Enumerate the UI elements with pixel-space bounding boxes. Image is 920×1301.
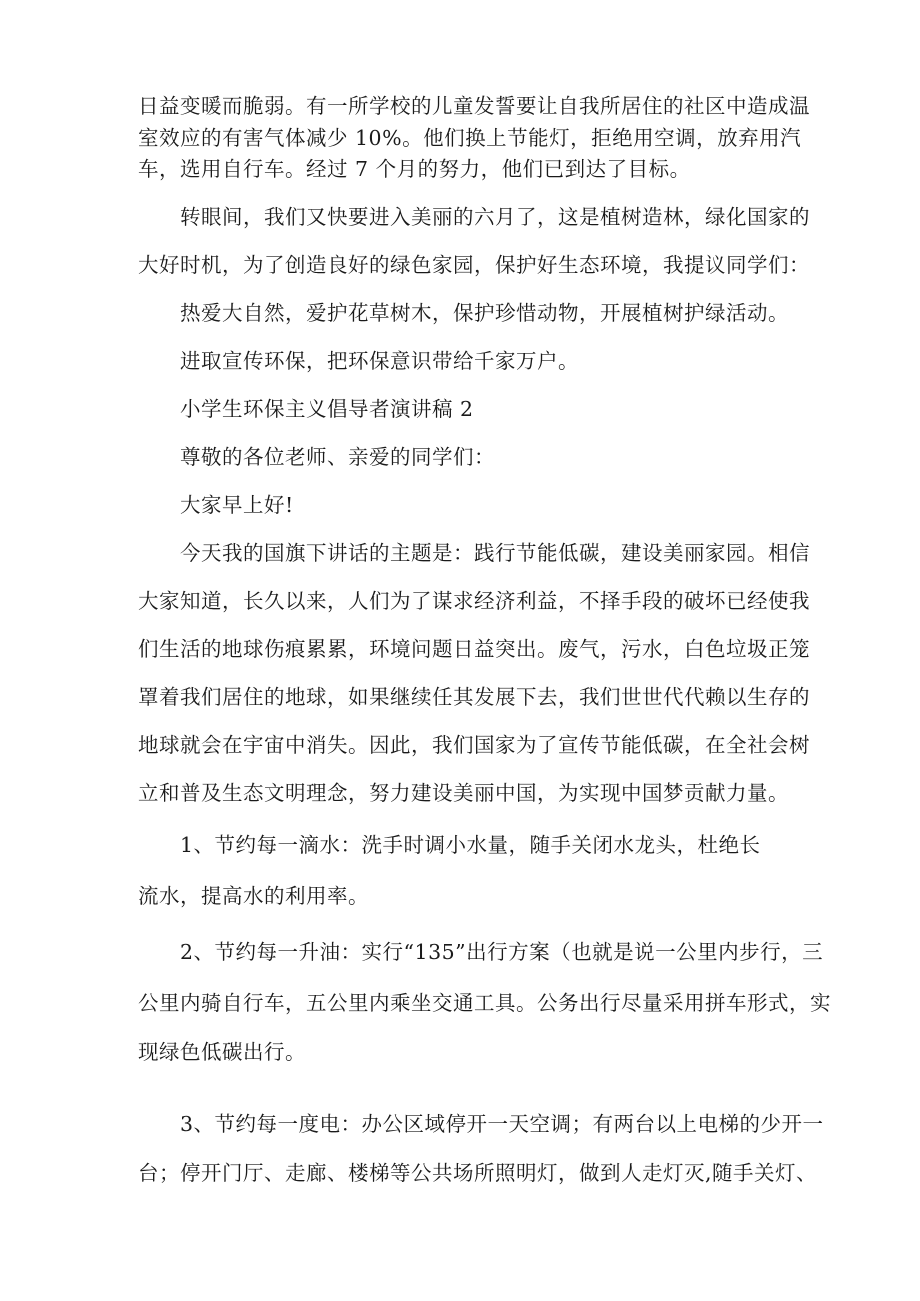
paragraph-line: 今天我的国旗下讲话的主题是：践行节能低碳，建设美丽家园。相信 (180, 541, 810, 565)
paragraph-line: 热爱大自然，爱护花草树木，保护珍惜动物，开展植树护绿活动。 (180, 301, 789, 325)
list-item-line: 台；停开门厅、走廊、楼梯等公共场所照明灯，做到人走灯灭,随手关灯、 (138, 1161, 818, 1185)
paragraph-line: 转眼间，我们又快要进入美丽的六月了，这是植树造林，绿化国家的 (180, 205, 810, 229)
paragraph-line: 大家知道，长久以来，人们为了谋求经济利益，不择手段的破坏已经使我 (138, 589, 810, 613)
paragraph-line: 大好时机，为了创造良好的绿色家园，保护好生态环境，我提议同学们： (138, 253, 810, 277)
paragraph-line: 室效应的有害气体减少 10%。他们换上节能灯，拒绝用空调，放弃用汽 (138, 126, 802, 150)
list-item-line: 3、节约每一度电：办公区域停开一天空调；有两台以上电梯的少开一 (180, 1112, 824, 1136)
paragraph-line: 车，选用自行车。经过 7 个月的努力，他们已到达了目标。 (138, 157, 691, 181)
paragraph-line: 日益变暖而脆弱。有一所学校的儿童发誓要让自我所居住的社区中造成温 (138, 94, 810, 118)
greeting-line: 大家早上好! (180, 493, 294, 517)
list-item-line: 2、节约每一升油：实行“135”出行方案（也就是说一公里内步行，三 (180, 940, 824, 964)
list-item-line: 1、节约每一滴水：洗手时调小水量，随手关闭水龙头，杜绝长 (180, 833, 761, 857)
paragraph-line: 们生活的地球伤痕累累，环境问题日益突出。废气，污水，白色垃圾正笼 (138, 637, 810, 661)
greeting-line: 尊敬的各位老师、亲爱的同学们： (180, 445, 495, 469)
paragraph-line: 地球就会在宇宙中消失。因此，我们国家为了宣传节能低碳，在全社会树 (138, 733, 810, 757)
paragraph-line: 罩着我们居住的地球，如果继续任其发展下去，我们世世代代赖以生存的 (138, 685, 810, 709)
section-heading: 小学生环保主义倡导者演讲稿 2 (180, 397, 474, 421)
list-item-line: 流水，提高水的利用率。 (138, 884, 369, 908)
list-item-line: 现绿色低碳出行。 (138, 1040, 306, 1064)
list-item-line: 公里内骑自行车，五公里内乘坐交通工具。公务出行尽量采用拼车形式，实 (138, 991, 831, 1015)
paragraph-line: 进取宣传环保，把环保意识带给千家万户。 (180, 349, 579, 373)
paragraph-line: 立和普及生态文明理念，努力建设美丽中国，为实现中国梦贡献力量。 (138, 781, 789, 805)
